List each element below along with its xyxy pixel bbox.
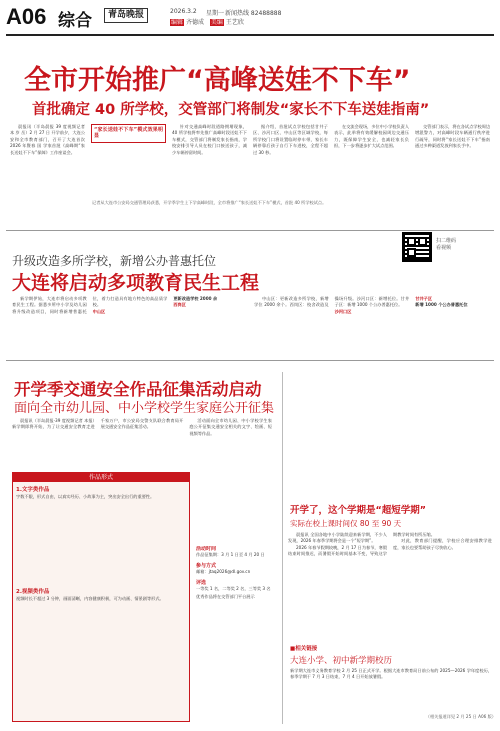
story2-highlight: 新增 1000 个公办普惠托位 <box>415 302 468 308</box>
story4-subheadline: 实际在校上课时间仅 80 至 90 天 <box>290 519 402 528</box>
story4-paragraph: 晨报讯 全国各地中小学陆续迎来新学期，不少人发现，2026 年春季学期将会是一个“短学期”。 <box>288 532 387 544</box>
lead-paragraph: 据介绍，首批试点学校包括甘井子区、沙河口区、中山区等区域学校，每所学校门口将设置临时停车带，家长车辆停靠后孩子自行下车进校，全程不超过 30 秒。 <box>253 124 328 155</box>
weekday: 星期一 <box>206 10 225 17</box>
story2-body <box>12 296 490 356</box>
story2-subhead: 中山区 <box>92 308 106 314</box>
story2-kicker: 升级改造多所学校，新增公办普惠托位 <box>12 254 217 268</box>
story3-paragraph: 晨报讯（半岛晨报·39 度视频记者 本报）新学期即将开始，为了让交通安全教育走进千家万户，市公安局交警支队联合教育局开展交通安全作品征集活动。 <box>12 418 184 430</box>
designer-label: 美编 <box>210 19 223 26</box>
story2-paragraph: 新学期伊始，大连市将启动多项教育民生工程。据悉多所中小学及幼儿园将升级改造项目，同时将新增普惠托位，着力打造具有地方特色的高品质学校。 <box>12 296 168 314</box>
works-item-text: 字数不限，形式自由，以真实经历、小故事为主，突出安全出行的重要性。 <box>16 494 155 499</box>
story4-headline: 开学了，这个学期是“超短学期” <box>290 505 426 516</box>
story2-subhead: 甘井子区 <box>415 296 433 301</box>
works-box <box>12 472 190 722</box>
lead-subheadline: 首批确定 40 所学校，交管部门将制发“家长不下车送娃指南” <box>32 102 430 118</box>
story2-headline: 大连将启动多项教育民生工程 <box>12 272 260 294</box>
news-hotline: 新闻热线 82488888 <box>225 10 282 17</box>
story4-body <box>288 532 492 638</box>
lead-body <box>10 124 490 198</box>
column-divider <box>282 372 283 724</box>
eval-heading: 评选 <box>196 579 207 586</box>
section-divider <box>6 230 494 231</box>
method-text: 邮箱：jtaq2026@dl.gov.cn <box>196 569 251 575</box>
story2-paragraph: 中山区：更新改造多所学校，新增学位 2000 余个。西岗区：校舍改造及操场升级。沙河口区：新增托位。甘井子区：新增 1000 个公办普惠托位。 <box>253 296 410 308</box>
story3-body <box>12 418 272 470</box>
works-item-title: 1.文字类作品 <box>16 487 50 493</box>
works-item-text: 视频时长不超过 3 分钟，画面清晰，内容健康积极，可为动画、情景剧等形式。 <box>16 596 164 601</box>
story3-subheadline: 面向全市幼儿园、中小学校学生家庭公开征集 <box>14 401 275 416</box>
issue-date: 2026.3.2 <box>170 8 197 15</box>
method-heading: 参与方式 <box>196 562 217 569</box>
story3-paragraph: 活动面向全市幼儿园、中小学校学生家庭公开征集交通安全相关的文字、绘画、短视频等作品。 <box>189 418 272 436</box>
story3-headline: 开学季交通安全作品征集活动启动 <box>14 380 262 399</box>
story4-paragraph: 对此，教育部门提醒，学校应合理安排教学进度，家长也要帮助孩子尽快收心。 <box>393 538 492 550</box>
section-divider <box>6 360 494 361</box>
section-name: 综合 <box>58 11 92 31</box>
staff-credits <box>170 17 244 26</box>
lead-pull-quote: “家长送娃不下车”模式效果明显 <box>91 124 166 143</box>
masthead-rule <box>6 34 494 36</box>
story2-highlight: 更新改造学校 2000 余 <box>173 296 218 301</box>
award-text: 优秀作品将在交管部门平台展示 <box>196 594 255 600</box>
page-number: A06 <box>6 4 47 29</box>
schedule-heading: 活动时间 <box>196 546 217 552</box>
masthead <box>0 0 500 38</box>
story3-details <box>196 546 276 726</box>
page-credit: （相关报道详见 2 月 25 日 A06 版） <box>425 714 496 719</box>
lead-paragraph: 针对交通高峰时段道路拥堵现象，40 所学校将率先推广高峰时段送娃不下车模式，交管部门将制发家长指南，学校安排引导人员在校门口接送孩子，减少车辆停留时间。 <box>172 124 247 155</box>
editor-label: 编辑 <box>171 19 184 26</box>
story2-subhead: 西岗区 <box>173 302 186 308</box>
editor-name: 齐德成 <box>185 19 204 26</box>
related-text: 新学期大连市义务教育学校 2 月 25 日正式开学。根据大连市教育局日前公布的 2025—2026 学年度校历，春季学期于 7 月 3 日结束，7 月 4 日开始放暑假。 <box>290 668 492 680</box>
story4-paragraph: 2026 年春节假期较晚，2 月 17 日为春节，寒假结束时间推迟，而暑假开始时间基本不变，导致这学期教学时间有所压缩。 <box>288 532 435 557</box>
designer-name: 王艺欣 <box>225 19 244 26</box>
lead-paragraph: 晨报讯（半岛晨报 39 度视频记者 本 岁 岳）2 月 27 日 开学前夕，大连公安和全市教育部门，召开了大连首次 2026 年暨春 国 学家首批《高峰期“家长送娃不下车”保障》工作座谈会。 <box>10 124 85 155</box>
works-box-title: 作品形式 <box>13 473 189 482</box>
lead-headline: 全市开始推广“高峰送娃不下车” <box>24 65 411 96</box>
newspaper-logo: 青岛晚报 <box>104 8 148 23</box>
lead-caption: 记者从大连市公安局交通管理局获悉，开学季学生上下学高峰时段，全市将推广“家长送娃不下车”模式，首批 40 所学校试点。 <box>92 200 327 205</box>
lead-paragraph: 交管部门表示，将在各试点学校周边增派警力，对高峰时段车辆通行秩序进行疏导，同时将“家长送娃不下车”指南通过多种渠道发放到家长手中。 <box>415 124 490 149</box>
related-title: 大连小学、初中新学期校历 <box>290 656 393 666</box>
works-item-title: 2.视频类作品 <box>16 589 50 595</box>
qr-code[interactable] <box>402 232 432 262</box>
schedule-text: 作品征集期：3 月 1 日至 4 月 20 日 <box>196 552 265 558</box>
eval-text: 一等奖 1 名，二等奖 2 名，三等奖 3 名 <box>196 586 271 592</box>
qr-caption: 扫二维码 看视频 <box>436 238 457 251</box>
story2-subhead: 沙河口区 <box>334 308 352 314</box>
related-label: ■相关链接 <box>290 646 318 652</box>
lead-paragraph: 在交流会现场，多位中小学校负责人表示，此举将有效缓解校园周边交通压力，既保障学生安全，也减轻家长负担，下一步将逐步扩大试点范围。 <box>334 124 410 149</box>
